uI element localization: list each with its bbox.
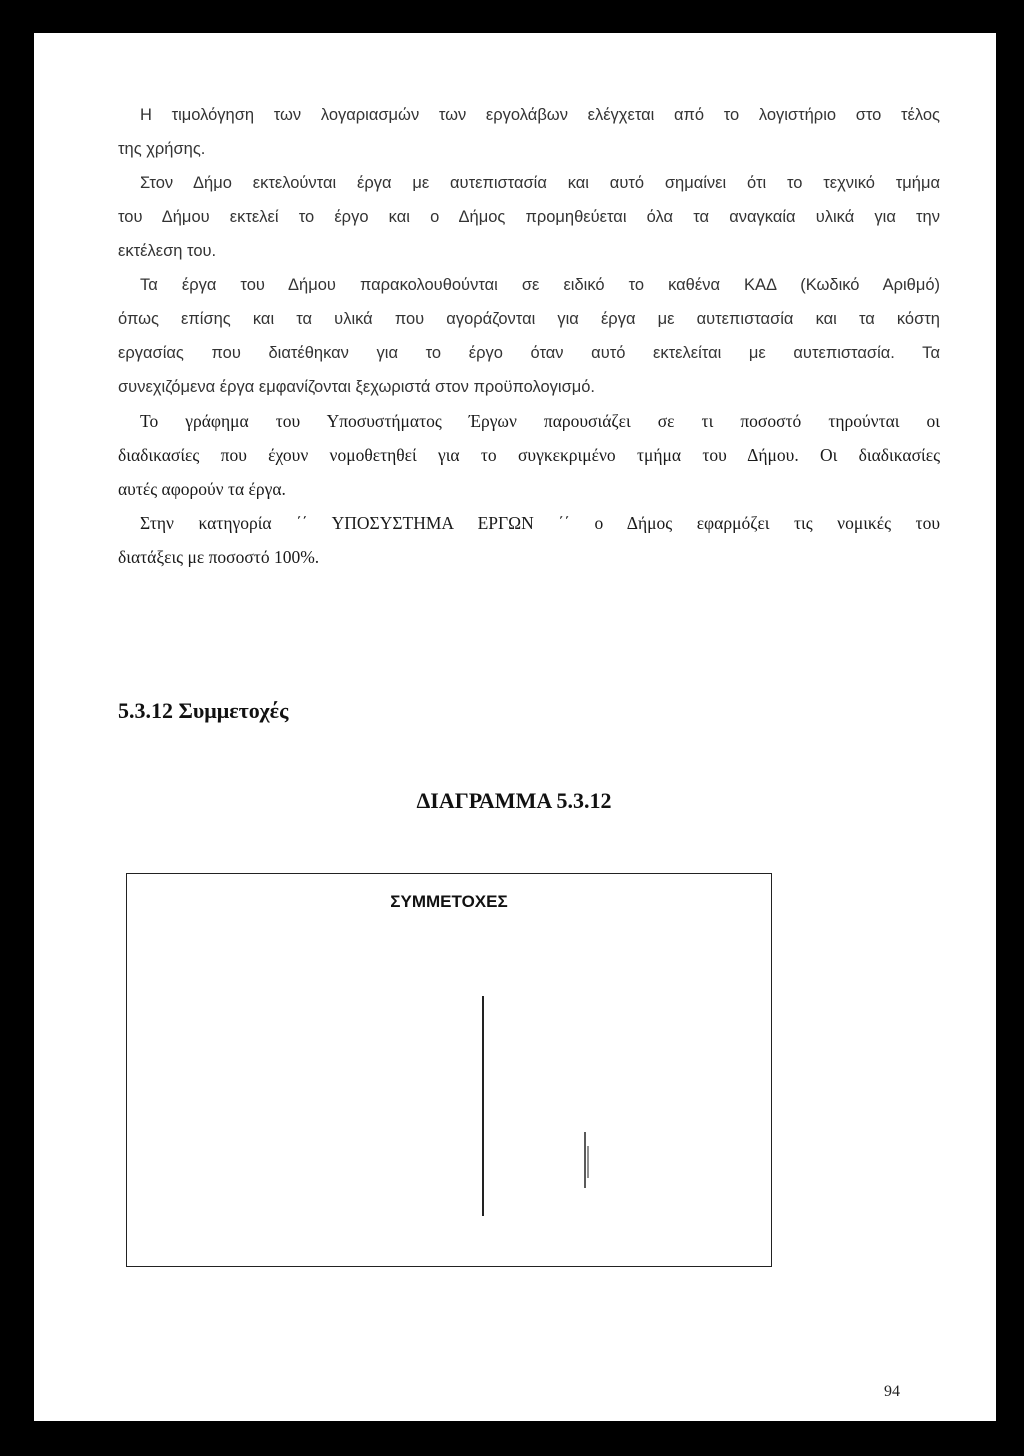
text-line: Στον Δήμο εκτελούνται έργα με αυτεπιστασία και αυτό σημαίνει ότι το τεχνικό τμήμα xyxy=(140,174,940,192)
text-line: αυτές αφορούν τα έργα. xyxy=(118,479,286,499)
document-page xyxy=(34,33,996,1421)
text-line: Στην κατηγορία ΄΄ ΥΠΟΣΥΣΤΗΜΑ ΕΡΓΩΝ ΄΄ ο Δήμος εφαρμόζει τις νομικές του xyxy=(140,513,940,533)
text-line: εκτέλεση του. xyxy=(118,242,217,260)
chart-title: ΣΥΜΜΕΤΟΧΕΣ xyxy=(390,892,508,911)
text-line: του Δήμου εκτελεί το έργο και ο Δήμος προμηθεύεται όλα τα αναγκαία υλικά για την xyxy=(118,208,940,226)
text-line: Το γράφημα του Υποσυστήματος Έργων παρουσιάζει σε τι ποσοστό τηρούνται οι xyxy=(140,411,940,431)
text-line: όπως επίσης και τα υλικά που αγοράζονται για έργα με αυτεπιστασία και τα κόστη xyxy=(118,310,940,328)
body-text xyxy=(118,98,940,574)
text-line: διαδικασίες που έχουν νομοθετηθεί για το συγκεκριμένο τμήμα του Δήμου. Οι διαδικασίες xyxy=(118,445,940,465)
chart-frame xyxy=(126,873,772,1267)
text-line: διατάξεις με ποσοστό 100%. xyxy=(118,547,320,567)
page-number: 94 xyxy=(884,1383,900,1400)
text-line: Η τιμολόγηση των λογαριασμών των εργολάβων ελέγχεται από το λογιστήριο στο τέλος xyxy=(140,106,940,124)
text-line: Τα έργα του Δήμου παρακολουθούνται σε ειδικό το καθένα ΚΑΔ (Κωδικό Αριθμό) xyxy=(140,276,940,294)
text-line: εργασίας που διατέθηκαν για το έργο όταν αυτό εκτελείται με αυτεπιστασία. Τα xyxy=(118,344,940,362)
text-line: συνεχιζόμενα έργα εμφανίζονται ξεχωριστά στον προϋπολογισμό. xyxy=(118,378,596,396)
section-heading: 5.3.12 Συμμετοχές xyxy=(118,698,289,723)
text-line: της χρήσης. xyxy=(118,140,206,158)
chart-plot xyxy=(127,874,773,1268)
diagram-heading: ΔΙΑΓΡΑΜΜΑ 5.3.12 xyxy=(416,788,612,813)
